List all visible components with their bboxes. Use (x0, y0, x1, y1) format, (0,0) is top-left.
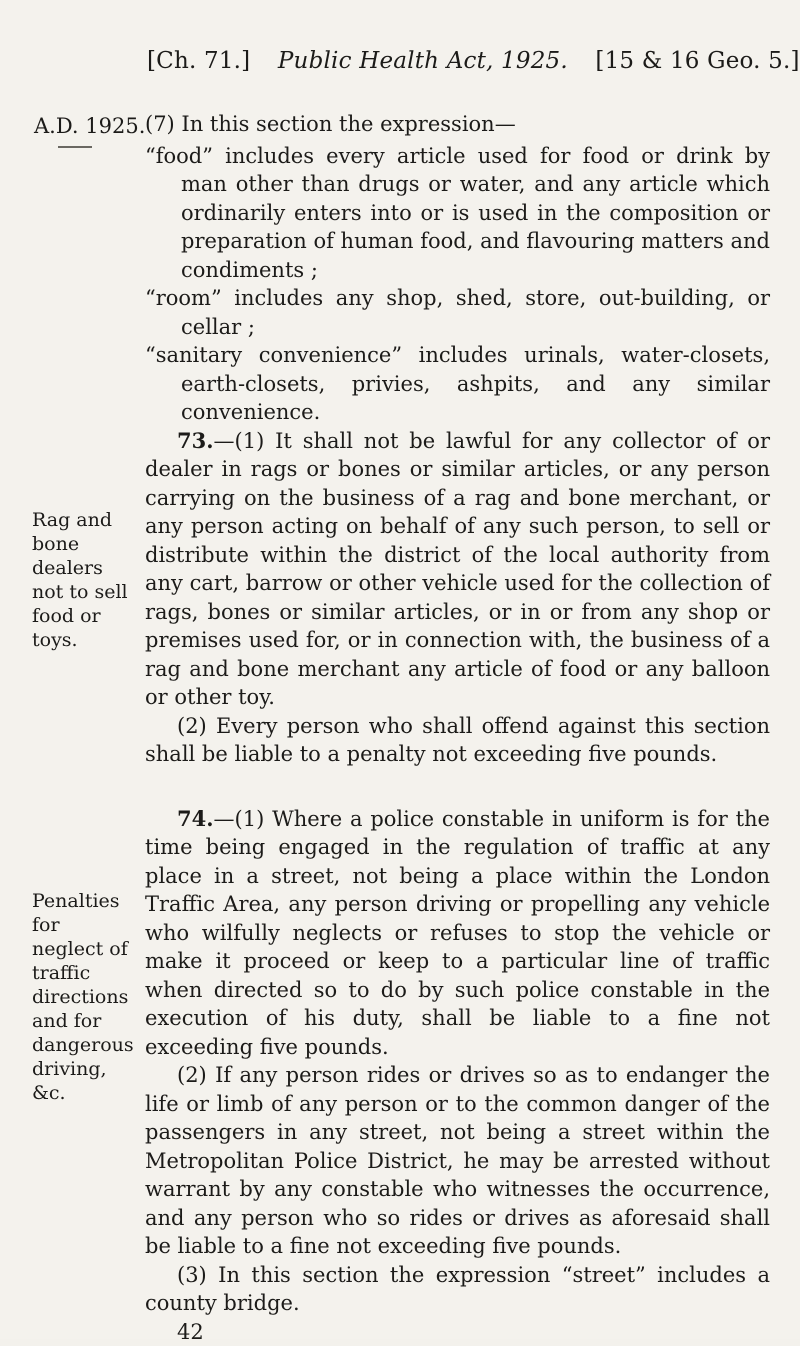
marginal-note-73: Rag and bone dealers not to sell food or toys. (32, 508, 132, 652)
section-7-intro: (7) In this section the expression— (145, 110, 770, 139)
section-73-subsection-1 (145, 427, 770, 712)
year-rule (58, 146, 92, 148)
margin-year: A.D. 1925. (34, 114, 145, 138)
section-74-subsection-3: (3) In this section the expression “street” includes a county bridge. (145, 1261, 770, 1318)
section-74-subsection-2: (2) If any person rides or drives so as to endanger the life or limb of any person or to the common danger of the passengers in any street, not being a street within the Metropolitan Police District, he may be arrested without warrant by any constable who witnesses the occurrence, and any person who so rides or drives as aforesaid shall be liable to a fine not exceeding five pounds. (145, 1061, 770, 1261)
act-title: Public Health Act, 1925. (278, 48, 568, 74)
section-73-number: 73. (177, 428, 214, 453)
section-73-subsection-2: (2) Every person who shall offend against this section shall be liable to a penalty not exceeding five pounds. (145, 712, 770, 769)
definitions-list (145, 142, 770, 427)
section-74-number: 74. (177, 806, 214, 831)
chapter-reference: [Ch. 71.] (147, 48, 250, 74)
section-73-sub1-text: —(1) It shall not be lawful for any collector of or dealer in rags or bones or similar articles, or any person carrying on the business of a rag and bone merchant, or any person acting on behalf of any such person, to sell or distribute within the district of the local authority from any cart, barrow or other vehicle used for the collection of rags, bones or similar articles, or in or from any shop or premises used for, or in connection with, the business of a rag and bone merchant any article of food or any balloon or other toy. (145, 429, 770, 710)
definition-room: “room” includes any shop, shed, store, out-building, or cellar ; (145, 284, 770, 341)
section-74-sub1-text: —(1) Where a police constable in uniform is for the time being engaged in the regulation of traffic at any place in a street, not being a place within the London Traffic Area, any person driving or propelling any vehicle who wilfully neglects or refuses to stop the vehicle or make it proceed or keep to a particular line of traffic when directed so to do by such police constable in the execution of his duty, shall be liable to a fine not exceeding five pounds. (145, 807, 770, 1059)
definition-food: “food” includes every article used for food or drink by man other than drugs or water, and any article which ordinarily enters into or is used in the composition or preparation of human food, and flavouring matters and condiments ; (145, 142, 770, 285)
definition-sanitary-convenience: “sanitary convenience” includes urinals, water-closets, earth-closets, privies, ashpits, and any similar convenience. (145, 341, 770, 427)
section-74-subsection-1 (145, 805, 770, 1062)
page-number: 42 (145, 1318, 770, 1346)
main-text (145, 110, 770, 1346)
regnal-year: [15 & 16 Geo. 5.] (595, 48, 799, 74)
marginal-note-74: Penalties for neglect of traffic directions and for dangerous driving, &c. (32, 889, 132, 1105)
running-header (147, 48, 792, 74)
